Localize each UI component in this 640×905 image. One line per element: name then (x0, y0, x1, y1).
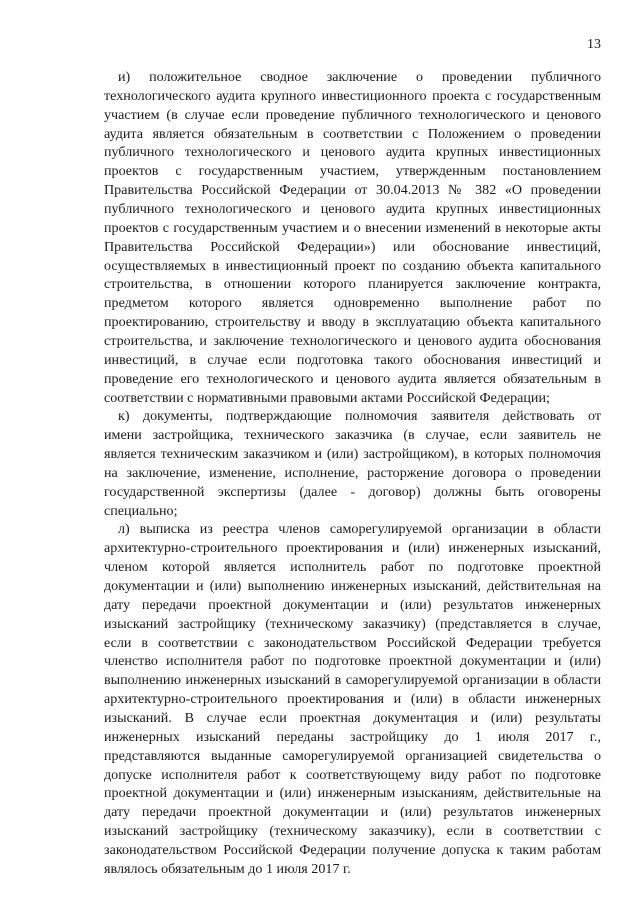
text-line: проектов с государственным участием и о внесении изменений в некоторые акты (104, 219, 601, 236)
text-line: Правительства Российской Федерации от 30.04.2013 № 382 «О проведении (104, 182, 601, 199)
text-line: допуске исполнителя работ к соответствующему виду работ по подготовке (104, 766, 601, 783)
text-line: публичного технологического и ценового аудита крупных инвестиционных (104, 144, 601, 161)
text-line: специально; (104, 502, 178, 519)
text-line: изысканий застройщику (техническому заказчику), если в соответствии с (104, 823, 601, 839)
text-line: публичного технологического и ценового аудита крупных инвестиционных (104, 201, 601, 217)
text-line: предметом которого является одновременно выполнение работ по (104, 295, 601, 312)
text-line: если в соответствии с законодательством Российской Федерации требуется (104, 634, 601, 651)
text-line: проведение его технологического и ценового аудита является обязательным в (104, 370, 601, 387)
text-line: соответствии с нормативными правовыми актами Российской Федерации; (104, 389, 550, 406)
text-line: представляются выданные саморегулируемой организацией свидетельства о (104, 747, 601, 764)
text-line: к) документы, подтверждающие полномочия заявителя действовать от (118, 408, 601, 425)
text-line: законодательством Российской Федерации получение допуска к таким работам (104, 841, 601, 858)
text-line: участием (в случае если проведение публичного технологического и ценового (104, 106, 601, 123)
text-line: является техническим заказчиком и (или) застройщиком), в которых полномочия (104, 446, 601, 462)
text-line: членство исполнителя работ по подготовке проектной документации и (или) (104, 653, 601, 670)
text-line: проектной документации и (или) инженерным изысканиям, действительные на (104, 785, 601, 802)
text-line: документации и (или) выполнению инженерных изысканий, действительная на (104, 578, 601, 594)
text-line: архитектурно-строительного проектирования и (или) инженерных изысканий, (104, 540, 601, 557)
text-line: технологического аудита крупного инвестиционного проекта с государственным (104, 87, 601, 104)
text-line: строительства, в отношении которого планируется заключение контракта, (104, 276, 601, 293)
text-line: дату передачи проектной документации и (или) результатов инженерных (104, 596, 601, 613)
text-line: являлось обязательным до 1 июля 2017 г. (104, 860, 351, 877)
text-line: изысканий застройщику (техническому заказчику) (представляется в случае, (104, 615, 601, 632)
text-line: проектированию, строительству и вводу в эксплуатацию объекта капитального (104, 314, 601, 331)
text-line: и) положительное сводное заключение о проведении публичного (118, 69, 601, 85)
text-line: строительства, и заключение технологического и ценового аудита обоснования (104, 332, 601, 349)
text-line: выполнению инженерных изысканий в саморегулируемой организации в области (104, 672, 601, 689)
text-line: аудита является обязательным в соответствии с Положением о проведении (104, 125, 601, 142)
text-line: л) выписка из реестра членов саморегулируемой организации в области (118, 521, 601, 538)
text-line: имени застройщика, технического заказчика (в случае, если заявитель не (104, 427, 601, 444)
text-line: архитектурно-строительного проектирования и (или) в области инженерных (104, 691, 601, 708)
text-line: Правительства Российской Федерации») или обоснование инвестиций, (104, 238, 601, 255)
text-line: осуществляемых в инвестиционный проект по созданию объекта капитального (104, 257, 601, 274)
text-line: инженерных изысканий переданы застройщику до 1 июля 2017 г., (104, 728, 601, 745)
text-line: инвестиций, в случае если подготовка такого обоснования инвестиций и (104, 351, 601, 368)
text-line: членом которой является исполнитель работ по подготовке проектной (104, 559, 601, 576)
text-line: проектов с государственным участием, утвержденным постановлением (104, 163, 601, 180)
text-line: дату передачи проектной документации и (или) результатов инженерных (104, 804, 601, 821)
text-line: изысканий. В случае если проектная документация и (или) результаты (104, 709, 601, 726)
text-line: на заключение, изменение, исполнение, расторжение договора о проведении (104, 464, 601, 481)
text-line: государственной экспертизы (далее - договор) должны быть оговорены (104, 483, 601, 500)
page-number: 13 (587, 37, 601, 52)
